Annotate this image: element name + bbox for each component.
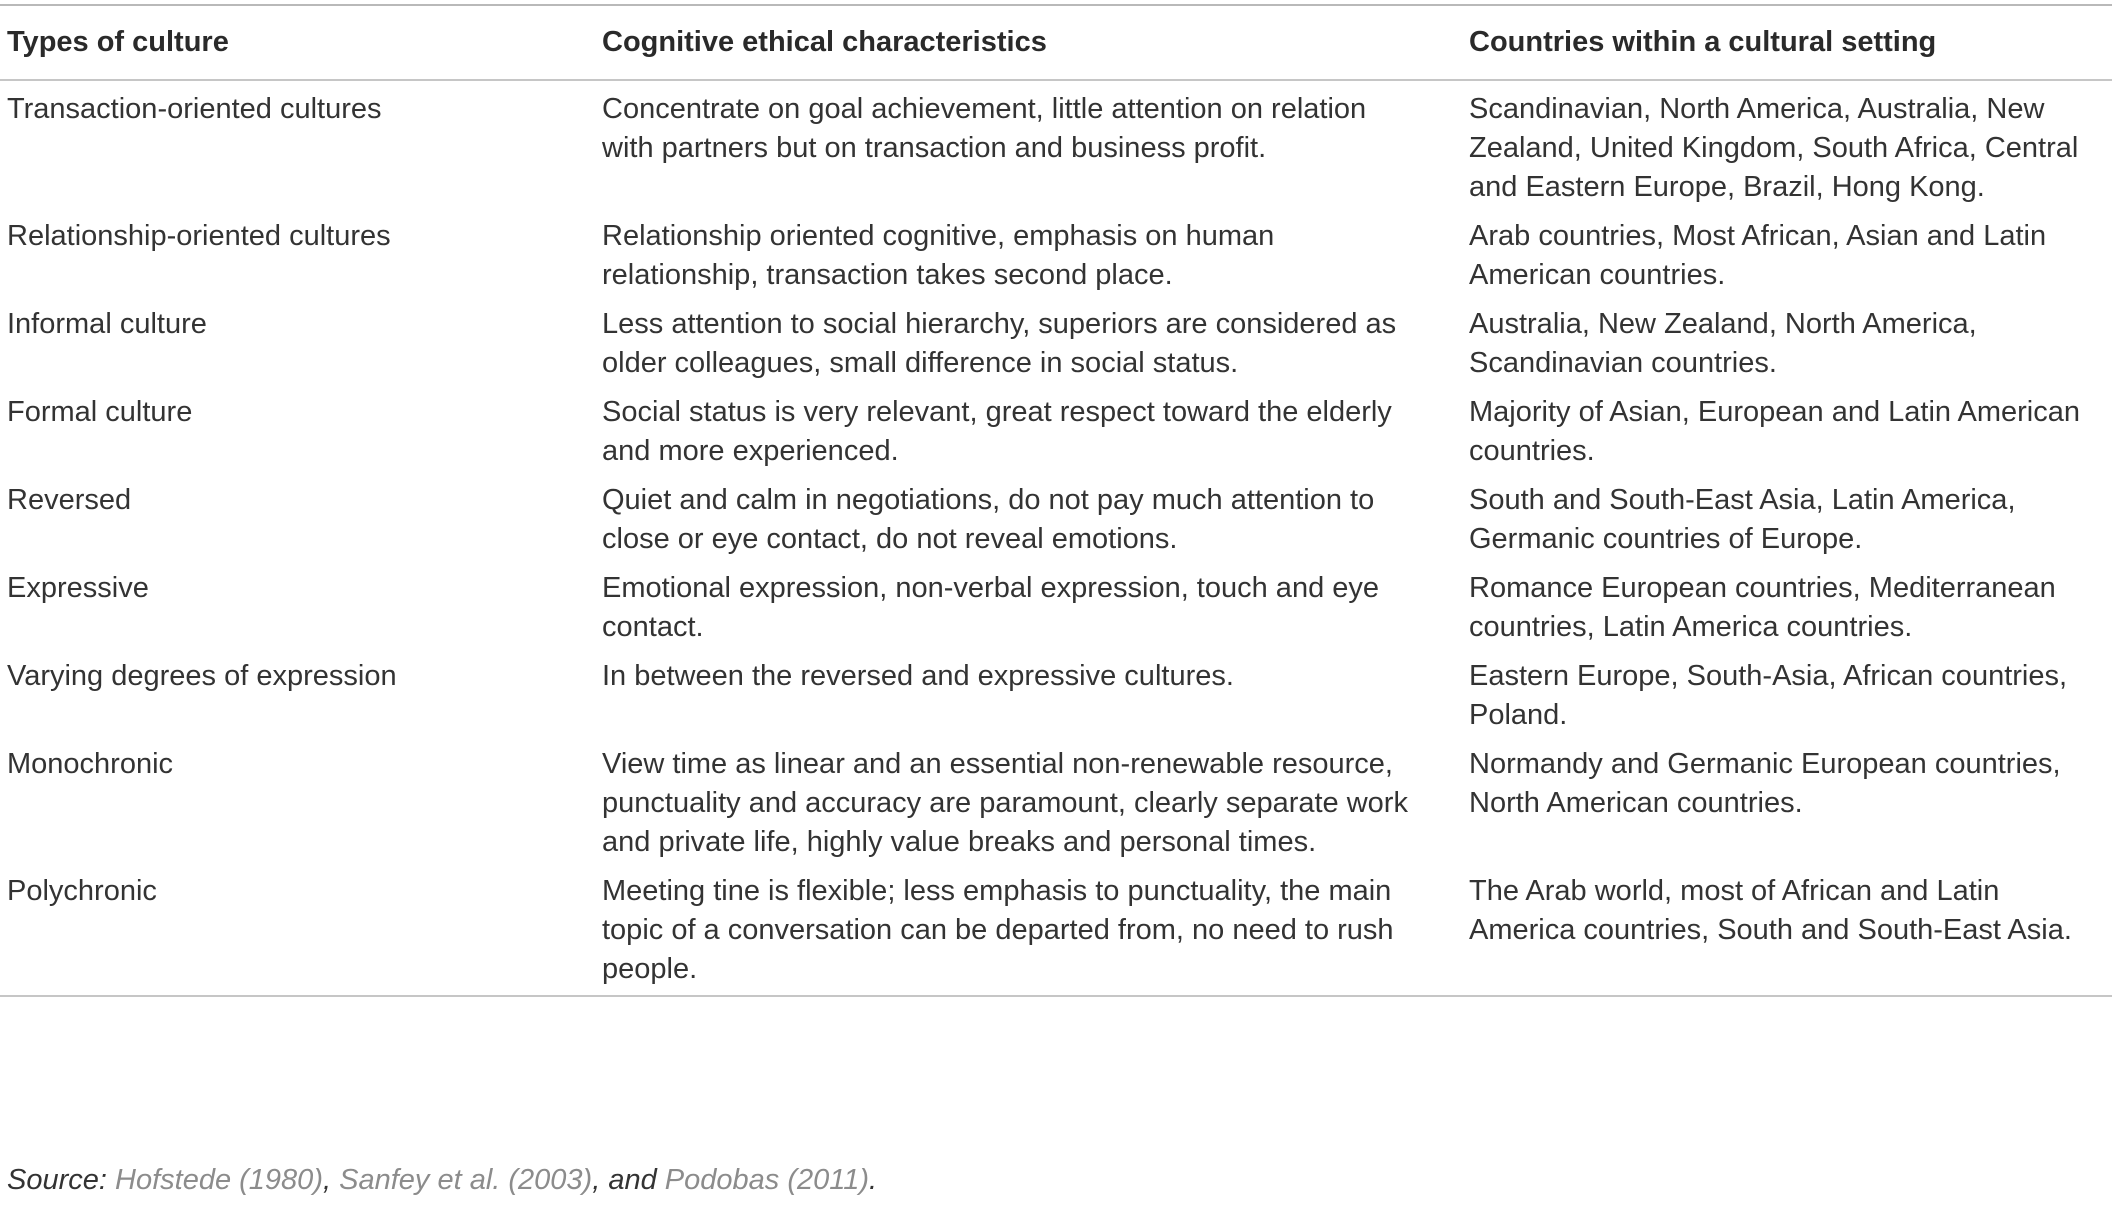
source-label: Source: xyxy=(7,1164,107,1196)
cell-type: Polychronic xyxy=(7,875,157,907)
cell-countries: Romance European countries, Mediterranean countries, Latin America countries. xyxy=(1469,572,2056,643)
table-row xyxy=(0,213,2112,301)
cell-type: Varying degrees of expression xyxy=(7,660,397,692)
cell-type: Expressive xyxy=(7,572,149,604)
cell-countries: Australia, New Zealand, North America, Scandinavian countries. xyxy=(1469,308,1977,379)
cell-type: Informal culture xyxy=(7,308,207,340)
cell-ethics: Emotional expression, non-verbal expression, touch and eye contact. xyxy=(602,572,1380,643)
cell-ethics: Social status is very relevant, great respect toward the elderly and more experienced. xyxy=(602,396,1392,467)
table-row xyxy=(0,868,2112,996)
cell-countries: Eastern Europe, South-Asia, African countries, Poland. xyxy=(1469,660,2068,731)
cell-ethics: Quiet and calm in negotiations, do not pay much attention to close or eye contact, do not reveal emotions. xyxy=(602,484,1375,555)
cell-countries: South and South-East Asia, Latin America, Germanic countries of Europe. xyxy=(1469,484,2016,555)
source-note xyxy=(7,1161,877,1200)
source-end: . xyxy=(869,1164,878,1196)
table-row xyxy=(0,80,2112,213)
cell-ethics: View time as linear and an essential non-renewable resource, punctuality and accuracy are paramount, clearly separate work and private life, highly value breaks and personal times. xyxy=(602,748,1408,858)
source-separator-1: , xyxy=(322,1164,340,1196)
table-body xyxy=(0,80,2112,996)
table-header xyxy=(0,5,2112,80)
cell-ethics: Concentrate on goal achievement, little attention on relation with partners but on transaction and business profit. xyxy=(602,93,1367,164)
cell-ethics: Relationship oriented cognitive, emphasis on human relationship, transaction takes second place. xyxy=(602,220,1275,291)
table-row xyxy=(0,477,2112,565)
cell-type: Reversed xyxy=(7,484,132,516)
cell-type: Relationship-oriented cultures xyxy=(7,220,391,252)
table-row xyxy=(0,565,2112,653)
table-row xyxy=(0,389,2112,477)
table-row xyxy=(0,741,2112,868)
cell-type: Formal culture xyxy=(7,396,193,428)
cell-countries: Arab countries, Most African, Asian and Latin American countries. xyxy=(1469,220,2047,291)
culture-table xyxy=(0,4,2112,997)
header-row xyxy=(0,5,2112,80)
table-row xyxy=(0,653,2112,741)
header-cognitive-ethical-characteristics: Cognitive ethical characteristics xyxy=(602,26,1047,58)
cell-ethics: Less attention to social hierarchy, superiors are considered as older colleagues, small difference in social status. xyxy=(602,308,1397,379)
source-ref-podobas[interactable]: Podobas (2011) xyxy=(664,1164,869,1196)
cell-type: Transaction-oriented cultures xyxy=(7,93,382,125)
cell-ethics: Meeting tine is flexible; less emphasis to punctuality, the main topic of a conversation can be departed from, no need to rush people. xyxy=(602,875,1394,985)
cell-type: Monochronic xyxy=(7,748,174,780)
source-ref-hofstede[interactable]: Hofstede (1980) xyxy=(115,1164,323,1196)
cell-ethics: In between the reversed and expressive cultures. xyxy=(602,660,1234,692)
cell-countries: The Arab world, most of African and Latin America countries, South and South-East Asia. xyxy=(1469,875,2072,946)
cell-countries: Normandy and Germanic European countries, North American countries. xyxy=(1469,748,2061,819)
source-separator-2: , and xyxy=(592,1164,665,1196)
header-types-of-culture: Types of culture xyxy=(7,26,229,58)
table-row xyxy=(0,301,2112,389)
cell-countries: Scandinavian, North America, Australia, New Zealand, United Kingdom, South Africa, Central and Eastern Europe, Brazil, Hong Kong. xyxy=(1469,93,2079,203)
header-countries: Countries within a cultural setting xyxy=(1469,26,1937,58)
source-ref-sanfey[interactable]: Sanfey et al. (2003) xyxy=(339,1164,593,1196)
cell-countries: Majority of Asian, European and Latin American countries. xyxy=(1469,396,2080,467)
